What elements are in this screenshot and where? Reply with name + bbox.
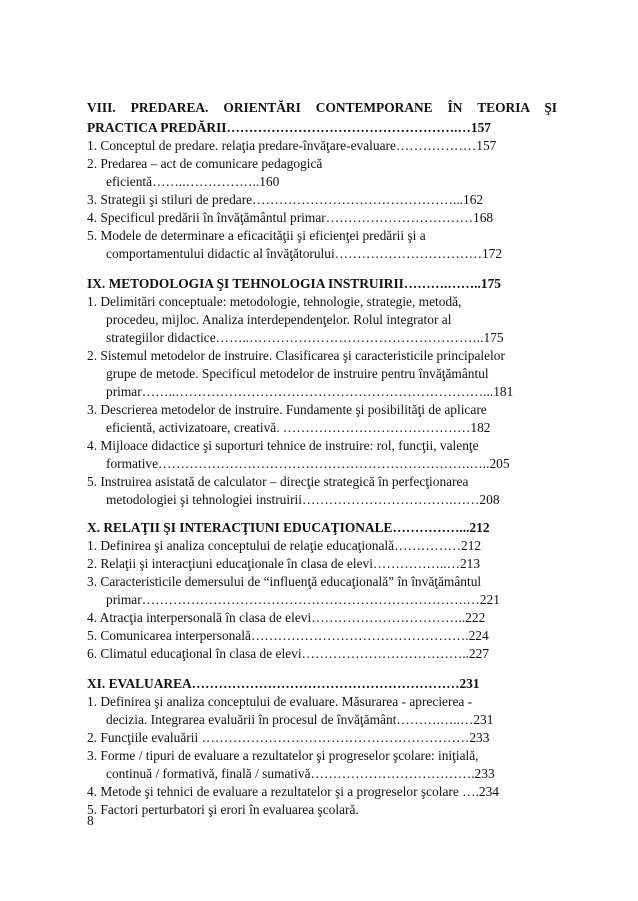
toc-entry: 2. Predarea – act de comunicare pedagogică <box>87 156 323 171</box>
toc-chapter-heading: PRACTICA PREDĂRII…………………………………………….…157 <box>87 120 491 135</box>
toc-chapter-heading: IX. METODOLOGIA ŞI TEHNOLOGIA INSTRUIRII……….……..175 <box>87 276 501 291</box>
toc-entry: primar……………………………………………………………….…221 <box>106 592 500 607</box>
toc-entry: 5. Modele de determinare a eficacităţii şi eficienţei predării şi a <box>87 228 426 243</box>
toc-entry: eficientă……..……………..160 <box>106 174 280 189</box>
page-number: 8 <box>87 813 94 828</box>
toc-entry: 6. Climatul educaţional în clasa de elevi………………………………..227 <box>87 646 490 661</box>
toc-entry: 3. Caracteristicile demersului de “influenţă educaţională” în învăţământul <box>87 574 482 589</box>
toc-entry: primar……..……………………………………………………………...181 <box>106 384 514 399</box>
toc-entry: eficientă, activizatoare, creativă. ……………………………………182 <box>106 420 491 435</box>
toc-entry: 5. Factori perturbatori şi erori în evaluarea şcolară. <box>87 802 359 817</box>
toc-entry: 1. Definirea şi analiza conceptului de relaţie educaţională……………212 <box>87 538 482 553</box>
toc-entry: procedeu, mijloc. Analiza interdependenţelor. Rolul integrator al <box>106 312 452 327</box>
toc-entry: 4. Specificul predării în învăţământul primar……………………………168 <box>87 210 494 225</box>
toc-entry: 4. Metode şi tehnici de evaluare a rezultatelor şi a progreselor şcolare ….234 <box>87 784 499 799</box>
toc-entry: 1. Definirea şi analiza conceptului de evaluare. Măsurarea - aprecierea - <box>87 694 473 709</box>
toc-entry: 5. Comunicarea interpersonală………………………………………….224 <box>87 628 489 643</box>
toc-chapter-heading: VIII. PREDAREA. ORIENTĂRI CONTEMPORANE ÎN TEORIA ŞI <box>87 100 557 115</box>
toc-entry: 4. Mijloace didactice şi suporturi tehnice de instruire: rol, funcţii, valenţe <box>87 438 479 453</box>
toc-entry: 2. Funcţiile evaluării ……………………………………………………233 <box>87 730 490 745</box>
toc-entry: 5. Instruirea asistată de calculator – direcţie strategică în perfecţionarea <box>87 474 469 489</box>
toc-entry: continuă / formativă, finală / sumativă……………………………….233 <box>106 766 495 781</box>
toc-chapter-heading: X. RELAŢII ŞI INTERACŢIUNI EDUCAŢIONALE……………...212 <box>87 520 490 535</box>
toc-entry: 1. Delimitări conceptuale: metodologie, tehnologie, strategie, metodă, <box>87 294 462 309</box>
toc-entry: 2. Relaţii şi interacţiuni educaţionale în clasa de elevi……………..…213 <box>87 556 481 571</box>
toc-entry: 4. Atracţia interpersonală în clasa de elevi……………………………..222 <box>87 610 486 625</box>
toc-entry: strategiilor didactice……..……………………………………………..175 <box>106 330 504 345</box>
toc-entry: formative…………………………………………………………….…..205 <box>106 456 510 471</box>
toc-entry: 3. Strategii şi stiluri de predare………………………………………...162 <box>87 192 484 207</box>
toc-chapter-heading: XI. EVALUAREA……………………………………………………231 <box>87 676 480 691</box>
toc-entry: 3. Forme / tipuri de evaluare a rezultatelor şi progreselor şcolare: iniţială, <box>87 748 479 763</box>
toc-entry: comportamentului didactic al învăţătorului……………………………172 <box>106 246 503 261</box>
toc-entry: 2. Sistemul metodelor de instruire. Clasificarea şi caracteristicile principalelor <box>87 348 505 363</box>
toc-entry: decizia. Integrarea evaluării în procesul de învăţământ……….…..…231 <box>106 712 494 727</box>
toc-entry: 1. Conceptul de predare. relaţia predare-învăţare-evaluare………………157 <box>87 138 497 153</box>
toc-entry: metodologiei şi tehnologiei instruirii…………………………….……208 <box>106 492 500 507</box>
toc-entry: 3. Descrierea metodelor de instruire. Fundamente şi posibilităţi de aplicare <box>87 402 487 417</box>
toc-entry: grupe de metode. Specificul metodelor de instruire pentru învăţământul <box>106 366 489 381</box>
